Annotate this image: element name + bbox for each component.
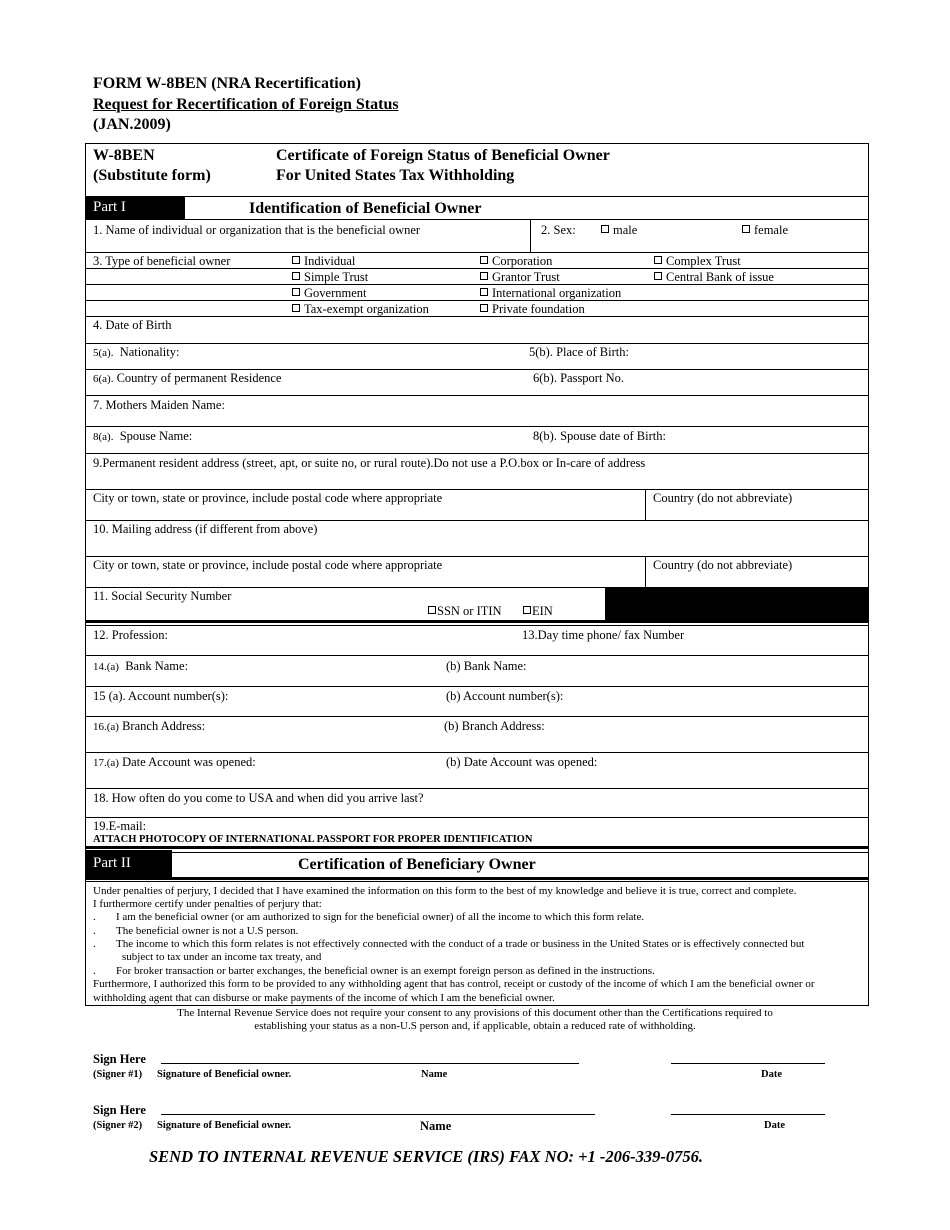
signature-line-2[interactable] — [161, 1114, 595, 1115]
divider — [85, 881, 869, 882]
divider — [85, 556, 869, 557]
divider — [85, 716, 869, 717]
divider — [85, 196, 869, 197]
field-5b-label: 5(b). Place of Birth: — [529, 345, 629, 359]
divider-thick — [85, 846, 869, 849]
type-simple-trust[interactable]: Simple Trust — [292, 270, 368, 285]
checkbox-icon — [292, 304, 300, 312]
type-complex-trust[interactable]: Complex Trust — [654, 254, 741, 269]
date-line-1[interactable] — [671, 1063, 825, 1064]
checkbox-icon — [480, 272, 488, 280]
field-16a-label: 16.(a) Branch Address: — [93, 719, 206, 733]
divider — [85, 686, 869, 687]
date-line-2[interactable] — [671, 1114, 825, 1115]
divider — [172, 852, 869, 853]
irs-note-1: The Internal Revenue Service does not require your consent to any provisions of this document other than the Certifications required to — [177, 1007, 773, 1019]
cert-para-3a: Furthermore, I authorized this form to be provided to any withholding agent that has control, receipt or custody of the income of which I am the beneficial owner or — [93, 978, 815, 990]
type-grantor-trust[interactable]: Grantor Trust — [480, 270, 560, 285]
ein-checkbox[interactable]: EIN — [523, 604, 553, 619]
form-title: FORM W-8BEN (NRA Recertification) — [93, 75, 361, 92]
checkbox-icon — [480, 256, 488, 264]
cert-item-2: The beneficial owner is not a U.S person. — [116, 925, 299, 937]
type-private-foundation[interactable]: Private foundation — [480, 302, 585, 317]
divider — [85, 316, 869, 317]
fax-instruction: SEND TO INTERNAL REVENUE SERVICE (IRS) FAX NO: +1 -206-339-0756. — [149, 1147, 704, 1166]
form-date: (JAN.2009) — [93, 116, 171, 133]
cert-para-2: I furthermore certify under penalties of perjury that: — [93, 898, 322, 910]
divider — [85, 752, 869, 753]
type-individual[interactable]: Individual — [292, 254, 355, 269]
cert-para-1: Under penalties of perjury, I decided that I have examined the information on this form to the best of my knowledge and believe it is true, correct and complete. — [93, 885, 797, 897]
cert-bullet: . — [93, 911, 96, 923]
field-12-label: 12. Profession: — [93, 628, 168, 642]
field-9-label: 9.Permanent resident address (street, apt, or suite no, or rural route).Do not use a P.O.box or In-care of address — [93, 456, 646, 470]
divider — [85, 625, 869, 626]
checkbox-icon — [480, 304, 488, 312]
divider — [85, 817, 869, 818]
female-checkbox[interactable] — [742, 223, 788, 238]
field-17b-label: (b) Date Account was opened: — [446, 755, 598, 769]
cert-item-3b: subject to tax under an income tax treaty, and — [122, 951, 322, 963]
attach-note: ATTACH PHOTOCOPY OF INTERNATIONAL PASSPORT FOR PROPER IDENTIFICATION — [93, 834, 533, 845]
form-border-bottom — [85, 1005, 869, 1006]
divider — [85, 369, 869, 370]
field-5a-label: 5(a). Nationality: — [93, 345, 180, 359]
divider — [85, 489, 869, 490]
blacked-area — [606, 588, 868, 620]
date-label-2: Date — [764, 1120, 785, 1131]
signer-1-label: (Signer #1) — [93, 1069, 143, 1080]
field-16b-label: (b) Branch Address: — [444, 719, 545, 733]
signer-2-label: (Signer #2) — [93, 1120, 143, 1131]
field-13-label: 13.Day time phone/ fax Number — [522, 628, 685, 642]
part2-label: Part II — [93, 855, 131, 871]
field-6a-label: 6(a). Country of permanent Residence — [93, 371, 282, 385]
form-cert-title: Certificate of Foreign Status of Beneficial Owner — [276, 147, 610, 164]
field-8a-label: 8(a). Spouse Name: — [93, 429, 193, 443]
checkbox-icon — [480, 288, 488, 296]
divider — [645, 556, 646, 587]
male-checkbox[interactable] — [601, 223, 637, 238]
form-sub: (Substitute form) — [93, 167, 211, 184]
cert-item-3a: The income to which this form relates is not effectively connected with the conduct of a trade or business in the United States or is effectively connected but — [116, 938, 805, 950]
signature-label-2: Signature of Beneficial owner. — [157, 1120, 292, 1131]
signature-line-1[interactable] — [161, 1063, 579, 1064]
part1-title: Identification of Beneficial Owner — [249, 200, 482, 217]
type-tax-exempt[interactable]: Tax-exempt organization — [292, 302, 429, 317]
field-2-label: 2. Sex: — [541, 223, 576, 237]
divider — [85, 252, 869, 253]
name-label-1: Name — [421, 1069, 448, 1080]
type-central-bank[interactable]: Central Bank of issue — [654, 270, 774, 285]
checkbox-icon — [523, 606, 531, 614]
divider — [85, 453, 869, 454]
type-corporation[interactable]: Corporation — [480, 254, 552, 269]
field-18-label: 18. How often do you come to USA and when did you arrive last? — [93, 791, 424, 805]
cert-bullet: . — [93, 938, 96, 950]
sign-here-1: Sign Here — [93, 1052, 146, 1066]
date-label-1: Date — [761, 1069, 782, 1080]
city-label-1: City or town, state or province, include postal code where appropriate — [93, 491, 443, 505]
divider-thick — [85, 620, 869, 623]
country-label-1: Country (do not abbreviate) — [653, 491, 793, 505]
divider — [530, 219, 531, 252]
signature-label-1: Signature of Beneficial owner. — [157, 1069, 292, 1080]
type-international-org[interactable]: International organization — [480, 286, 621, 301]
irs-note-2: establishing your status as a non-U.S person and, if applicable, obtain a reduced rate of withholding. — [254, 1020, 696, 1032]
ssn-checkbox[interactable]: SSN or ITIN — [428, 604, 502, 619]
female-label: female — [754, 223, 789, 237]
field-8b-label: 8(b). Spouse date of Birth: — [533, 429, 666, 443]
divider — [85, 343, 869, 344]
field-6b-label: 6(b). Passport No. — [533, 371, 624, 385]
form-id: W-8BEN — [93, 147, 155, 164]
form-border-top — [85, 143, 869, 144]
divider-thick — [85, 877, 869, 880]
sign-here-2: Sign Here — [93, 1103, 146, 1117]
name-label-2: Name — [420, 1119, 452, 1133]
field-11-label: 11. Social Security Number — [93, 589, 232, 603]
type-government[interactable]: Government — [292, 286, 366, 301]
divider — [85, 395, 869, 396]
checkbox-icon — [292, 256, 300, 264]
field-3-label: 3. Type of beneficial owner — [93, 254, 231, 268]
cert-para-3b: withholding agent that can disburse or make payments of the income of which I am the beneficial owner. — [93, 992, 555, 1004]
city-label-2: City or town, state or province, include postal code where appropriate — [93, 558, 443, 572]
divider — [645, 489, 646, 520]
field-1-label: 1. Name of individual or organization that is the beneficial owner — [93, 223, 421, 237]
country-label-2: Country (do not abbreviate) — [653, 558, 793, 572]
divider — [85, 788, 869, 789]
field-19-label: 19.E-mail: — [93, 819, 147, 833]
checkbox-icon — [654, 256, 662, 264]
checkbox-icon — [292, 272, 300, 280]
cert-item-1: I am the beneficial owner (or am authorized to sign for the beneficial owner) of all the income to which this form relate. — [116, 911, 645, 923]
field-15b-label: (b) Account number(s): — [446, 689, 564, 703]
cert-item-4: For broker transaction or barter exchanges, the beneficial owner is an exempt foreign person as defined in the instructions. — [116, 965, 655, 977]
divider — [85, 426, 869, 427]
field-7-label: 7. Mothers Maiden Name: — [93, 398, 225, 412]
field-10-label: 10. Mailing address (if different from above) — [93, 522, 318, 536]
part2-title: Certification of Beneficiary Owner — [298, 856, 536, 873]
field-14a-label: 14.(a) Bank Name: — [93, 659, 189, 673]
divider — [85, 300, 869, 301]
field-14b-label: (b) Bank Name: — [446, 659, 527, 673]
field-4-label: 4. Date of Birth — [93, 318, 172, 332]
checkbox-icon — [654, 272, 662, 280]
checkbox-icon — [601, 225, 609, 233]
divider — [85, 268, 869, 269]
cert-bullet: . — [93, 925, 96, 937]
divider — [85, 219, 869, 220]
field-17a-label: 17.(a) Date Account was opened: — [93, 755, 256, 769]
field-15a-label: 15 (a). Account number(s): — [93, 689, 229, 703]
checkbox-icon — [742, 225, 750, 233]
form-border-right — [868, 143, 869, 1005]
cert-bullet: . — [93, 965, 96, 977]
checkbox-icon — [428, 606, 436, 614]
checkbox-icon — [292, 288, 300, 296]
part1-label: Part I — [93, 199, 126, 215]
divider — [85, 520, 869, 521]
form-subtitle: Request for Recertification of Foreign Status — [93, 96, 399, 113]
form-cert-subtitle: For United States Tax Withholding — [276, 167, 515, 184]
male-label: male — [613, 223, 638, 237]
divider — [85, 655, 869, 656]
